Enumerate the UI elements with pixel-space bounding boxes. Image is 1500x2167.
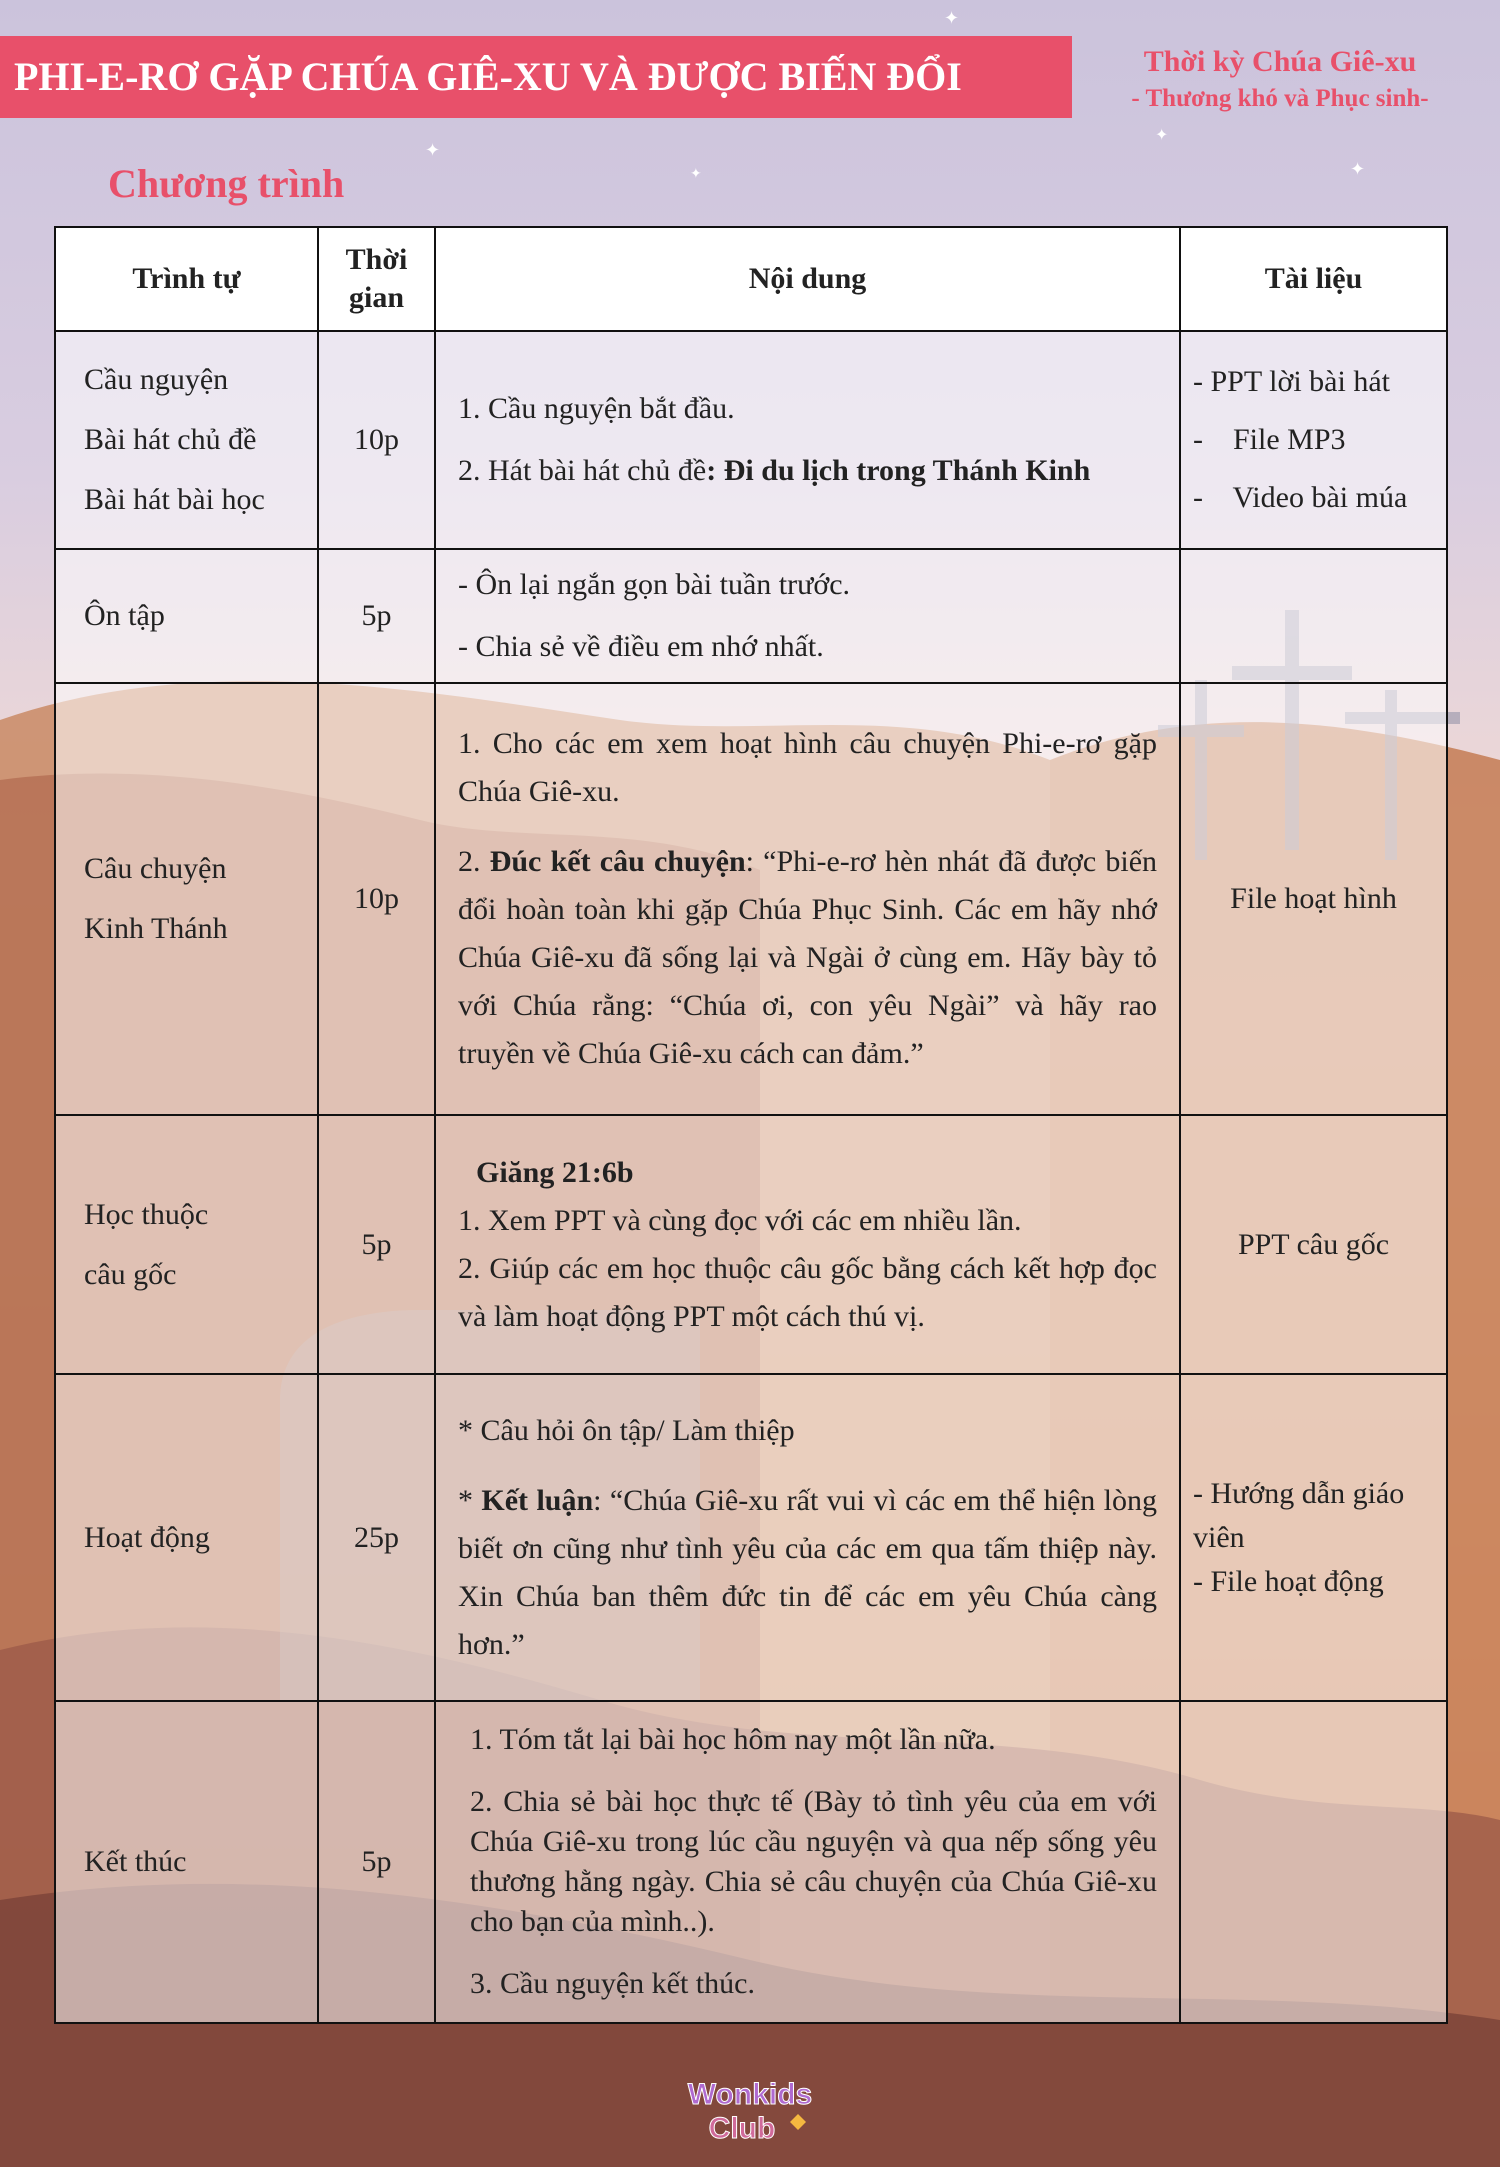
row-materials: PPT câu gốc bbox=[1180, 1115, 1447, 1374]
material-item: - Hướng dẫn giáo viên bbox=[1193, 1476, 1405, 1554]
material-item: - File MP3 bbox=[1193, 423, 1346, 456]
sequence-line: câu gốc bbox=[84, 1257, 177, 1291]
row-materials bbox=[1180, 331, 1447, 549]
star-icon: ✦ bbox=[1350, 159, 1366, 179]
content-line: 1. Cầu nguyện bắt đầu. bbox=[458, 392, 735, 425]
table-header-row bbox=[55, 227, 1447, 331]
wonkids-club-logo bbox=[650, 2070, 850, 2150]
row-time: 5p bbox=[318, 1701, 435, 2023]
program-table bbox=[54, 226, 1448, 2024]
row-sequence: Hoạt động bbox=[55, 1374, 318, 1701]
header-content: Nội dung bbox=[435, 227, 1180, 331]
theme-song-title: : Đi du lịch trong Thánh Kinh bbox=[706, 454, 1091, 487]
content-line: 2. Chia sẻ bài học thực tế (Bày tỏ tình yêu của em với Chúa Giê-xu trong lúc cầu nguyện và qua nếp sống yêu thương hằng ngày. Chia sẻ câu chuyện của Chúa Giê-xu cho bạn của mình..). bbox=[470, 1785, 1157, 1938]
material-item: - File hoạt động bbox=[1193, 1564, 1384, 1598]
row-time: 5p bbox=[318, 549, 435, 683]
table-row bbox=[55, 549, 1447, 683]
content-line: 2. Giúp các em học thuộc câu gốc bằng cách kết hợp đọc và làm hoạt động PPT một cách thú vị. bbox=[458, 1251, 1157, 1333]
content-line: - Ôn lại ngắn gọn bài tuần trước. bbox=[458, 568, 851, 601]
period-title: Thời kỳ Chúa Giê-xu bbox=[1143, 45, 1417, 78]
period-label bbox=[1110, 42, 1450, 116]
row-content bbox=[435, 331, 1180, 549]
star-icon: ✦ bbox=[425, 140, 441, 160]
header-time-line1: Thời bbox=[345, 243, 408, 276]
content-paragraph: 1. Cho các em xem hoạt hình câu chuyện Phi-e-rơ gặp Chúa Giê-xu. bbox=[458, 727, 1157, 808]
header-materials: Tài liệu bbox=[1180, 227, 1447, 331]
logo-text: Club bbox=[708, 2112, 776, 2145]
row-content bbox=[435, 1374, 1180, 1701]
table-row bbox=[55, 331, 1447, 549]
row-content bbox=[435, 1701, 1180, 2023]
star-icon: ✦ bbox=[944, 8, 960, 28]
content-line: 1. Tóm tắt lại bài học hôm nay một lần nữa. bbox=[470, 1723, 996, 1756]
star-icon: ✦ bbox=[1155, 127, 1169, 144]
title-banner bbox=[0, 36, 1072, 118]
row-time: 5p bbox=[318, 1115, 435, 1374]
sequence-line: Câu chuyện bbox=[84, 852, 227, 885]
header-time-line2: gian bbox=[348, 281, 405, 314]
logo-text: Wonkids bbox=[687, 2078, 813, 2111]
row-materials bbox=[1180, 1701, 1447, 2023]
row-sequence bbox=[55, 683, 318, 1115]
sequence-line: Cầu nguyện bbox=[84, 363, 229, 396]
content-line: 1. Xem PPT và cùng đọc với các em nhiều lần. bbox=[458, 1203, 1022, 1237]
sequence-line: Bài hát chủ đề bbox=[84, 423, 257, 456]
content-text: : “Chúa Giê-xu rất vui vì các em thể hiện lòng biết ơn cũng như tình yêu của các em qua tấm thiệp này. Xin Chúa ban thêm đức tin để các em yêu Chúa càng hơn.” bbox=[458, 1483, 1157, 1661]
row-time: 10p bbox=[318, 331, 435, 549]
table-row bbox=[55, 1115, 1447, 1374]
content-text: 2. Hát bài hát chủ đề bbox=[458, 454, 707, 487]
sequence-line: Bài hát bài học bbox=[84, 483, 265, 516]
material-item: - PPT lời bài hát bbox=[1193, 365, 1390, 398]
row-materials: File hoạt hình bbox=[1180, 683, 1447, 1115]
row-time: 10p bbox=[318, 683, 435, 1115]
table-row bbox=[55, 1701, 1447, 2023]
conclusion-label: Kết luận bbox=[481, 1483, 594, 1517]
row-content bbox=[435, 549, 1180, 683]
content-paragraph: * Câu hỏi ôn tập/ Làm thiệp bbox=[458, 1413, 795, 1447]
row-sequence bbox=[55, 331, 318, 549]
row-materials bbox=[1180, 1374, 1447, 1701]
content-line: 3. Cầu nguyện kết thúc. bbox=[470, 1967, 755, 2000]
row-time: 25p bbox=[318, 1374, 435, 1701]
row-content bbox=[435, 1115, 1180, 1374]
verse-reference: Giăng 21:6b bbox=[476, 1155, 634, 1189]
row-sequence: Ôn tập bbox=[55, 549, 318, 683]
material-item: - Video bài múa bbox=[1193, 481, 1408, 514]
header-time bbox=[318, 227, 435, 331]
table-row bbox=[55, 1374, 1447, 1701]
star-icon: ✦ bbox=[690, 167, 702, 182]
content-text: * bbox=[458, 1483, 482, 1517]
period-subtitle: - Thương khó và Phục sinh- bbox=[1131, 85, 1429, 112]
section-title: Chương trình bbox=[108, 161, 345, 206]
content-line bbox=[458, 440, 1157, 502]
table-row bbox=[55, 683, 1447, 1115]
sequence-line: Học thuộc bbox=[84, 1197, 209, 1231]
row-content bbox=[435, 683, 1180, 1115]
heart-icon bbox=[790, 2114, 806, 2130]
content-text: : “Phi-e-rơ hèn nhát đã được biến đổi hoàn toàn khi gặp Chúa Phục Sinh. Các em hãy nhớ Chúa Giê-xu đã sống lại và Ngài ở cùng em. Hãy bày tỏ với Chúa rằng: “Chúa ơi, con yêu Ngài” và hãy rao truyền về Chúa Giê-xu cách can đảm.” bbox=[458, 845, 1158, 1070]
row-sequence bbox=[55, 1115, 318, 1374]
content-paragraph bbox=[458, 1477, 1157, 1669]
sequence-line: Kinh Thánh bbox=[84, 912, 228, 945]
row-sequence: Kết thúc bbox=[55, 1701, 318, 2023]
content-paragraph bbox=[458, 838, 1157, 1078]
page-title: PHI-E-RƠ GẶP CHÚA GIÊ-XU VÀ ĐƯỢC BIẾN ĐỔI bbox=[14, 54, 962, 99]
content-line: - Chia sẻ về điều em nhớ nhất. bbox=[458, 630, 824, 663]
row-materials bbox=[1180, 549, 1447, 683]
summary-label: Đúc kết câu chuyện bbox=[489, 845, 746, 878]
header-sequence: Trình tự bbox=[55, 227, 318, 331]
content-text: 2. bbox=[458, 845, 490, 878]
